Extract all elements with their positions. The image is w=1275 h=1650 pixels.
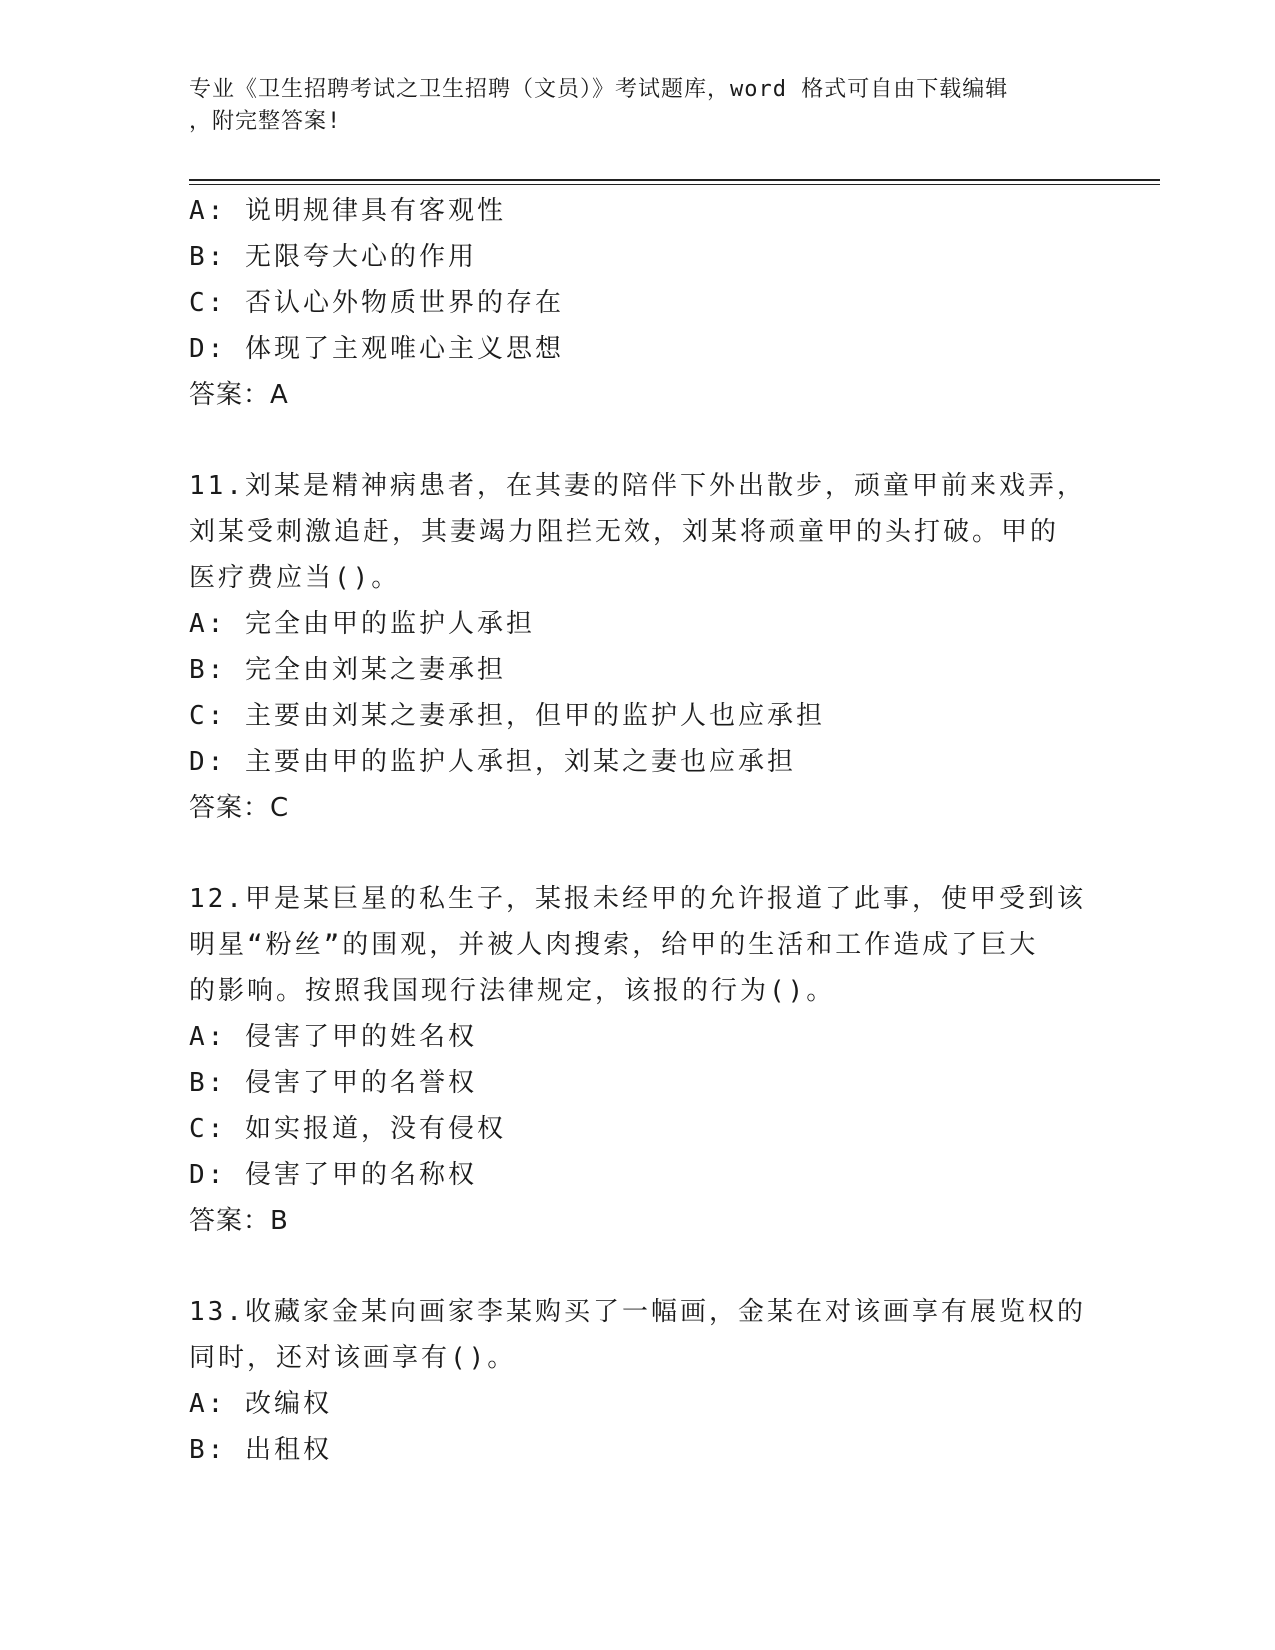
answer-line: 答案：C [189,793,290,823]
header-rule-thick [189,179,1160,181]
question-text-line: 13.收藏家金某向画家李某购买了一幅画，金某在对该画享有展览权的 [189,1297,1086,1327]
option-b: B: 侵害了甲的名誉权 [189,1068,477,1098]
question-10 [189,188,1089,418]
option-d: D: 体现了主观唯心主义思想 [189,334,564,364]
question-11 [189,463,1089,831]
option-d: D: 侵害了甲的名称权 [189,1160,477,1190]
option-b: B: 无限夸大心的作用 [189,242,477,272]
question-12 [189,876,1089,1244]
option-a: A: 改编权 [189,1389,332,1419]
option-a: A: 说明规律具有客观性 [189,196,506,226]
header-line-2: ，附完整答案! [189,109,342,134]
header-line-1: 专业《卫生招聘考试之卫生招聘（文员）》考试题库，word 格式可自由下载编辑 [189,77,1009,102]
question-text-line: 12.甲是某巨星的私生子，某报未经甲的允许报道了此事，使甲受到该 [189,884,1086,914]
document-header [189,74,1089,138]
option-c: C: 如实报道，没有侵权 [189,1114,506,1144]
question-13 [189,1289,1089,1473]
option-b: B: 出租权 [189,1435,332,1465]
question-text-line: 明星“粉丝”的围观，并被人肉搜索，给甲的生活和工作造成了巨大 [189,930,1039,960]
question-text-line: 刘某受刺激追赶，其妻竭力阻拦无效，刘某将顽童甲的头打破。甲的 [189,517,1060,547]
answer-line: 答案：B [189,1206,289,1236]
option-d: D: 主要由甲的监护人承担，刘某之妻也应承担 [189,747,796,777]
option-c: C: 主要由刘某之妻承担，但甲的监护人也应承担 [189,701,825,731]
option-a: A: 完全由甲的监护人承担 [189,609,535,639]
question-content [189,188,1089,1473]
question-text-line: 的影响。按照我国现行法律规定，该报的行为()。 [189,976,836,1006]
answer-line: 答案：A [189,380,289,410]
option-b: B: 完全由刘某之妻承担 [189,655,506,685]
option-c: C: 否认心外物质世界的存在 [189,288,564,318]
header-rule-thin [189,184,1160,185]
question-text-line: 医疗费应当()。 [189,563,401,593]
question-text-line: 同时，还对该画享有()。 [189,1343,517,1373]
option-a: A: 侵害了甲的姓名权 [189,1022,477,1052]
question-text-line: 11.刘某是精神病患者，在其妻的陪伴下外出散步，顽童甲前来戏弄， [189,471,1086,501]
